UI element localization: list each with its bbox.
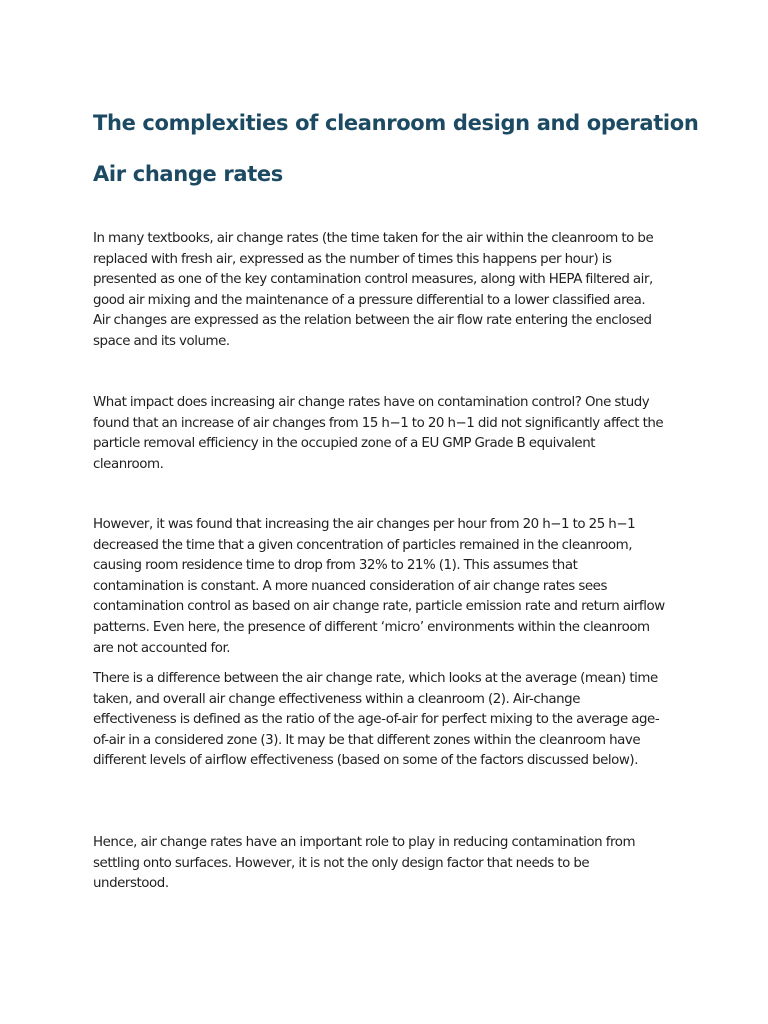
page-title: The complexities of cleanroom design and operation [93, 111, 699, 135]
paragraph: However, it was found that increasing the air changes per hour from 20 h−1 to 25 h−1 decreased the time that a given concentration of particles remained in the cleanroom, causing room residence time to drop from 32% to 21% (1). This assumes that contamination is constant. A more nuanced consideration of air change rates sees contamination control as based on air change rate, particle emission rate and return airflow patterns. Even here, the presence of different ‘micro’ environments within the cleanroom are not accounted for. [93, 517, 665, 656]
paragraph: In many textbooks, air change rates (the time taken for the air within the cleanroom to be replaced with fresh air, expressed as the number of times this happens per hour) is presented as one of the key contamination control measures, along with HEPA filtered air, good air mixing and the maintenance of a pressure differential to a lower classified area. Air changes are expressed as the relation between the air flow rate entering the enclosed space and its volume. [93, 231, 654, 349]
paragraph: What impact does increasing air change rates have on contamination control? One study found that an increase of air changes from 15 h−1 to 20 h−1 did not significantly affect the particle removal efficiency in the occupied zone of a EU GMP Grade B equivalent cleanroom. [93, 395, 664, 472]
paragraph: Hence, air change rates have an important role to play in reducing contamination from settling onto surfaces. However, it is not the only design factor that needs to be understood. [93, 835, 636, 892]
paragraph: There is a difference between the air change rate, which looks at the average (mean) time taken, and overall air change effectiveness within a cleanroom (2). Air-change effectiveness is defined as the ratio of the age-of-air for perfect mixing to the average age-of-air in a considered zone (3). It may be that different zones within the cleanroom have different levels of airflow effectiveness (based on some of the factors discussed below). [93, 671, 660, 769]
section-heading: Air change rates [93, 162, 283, 186]
